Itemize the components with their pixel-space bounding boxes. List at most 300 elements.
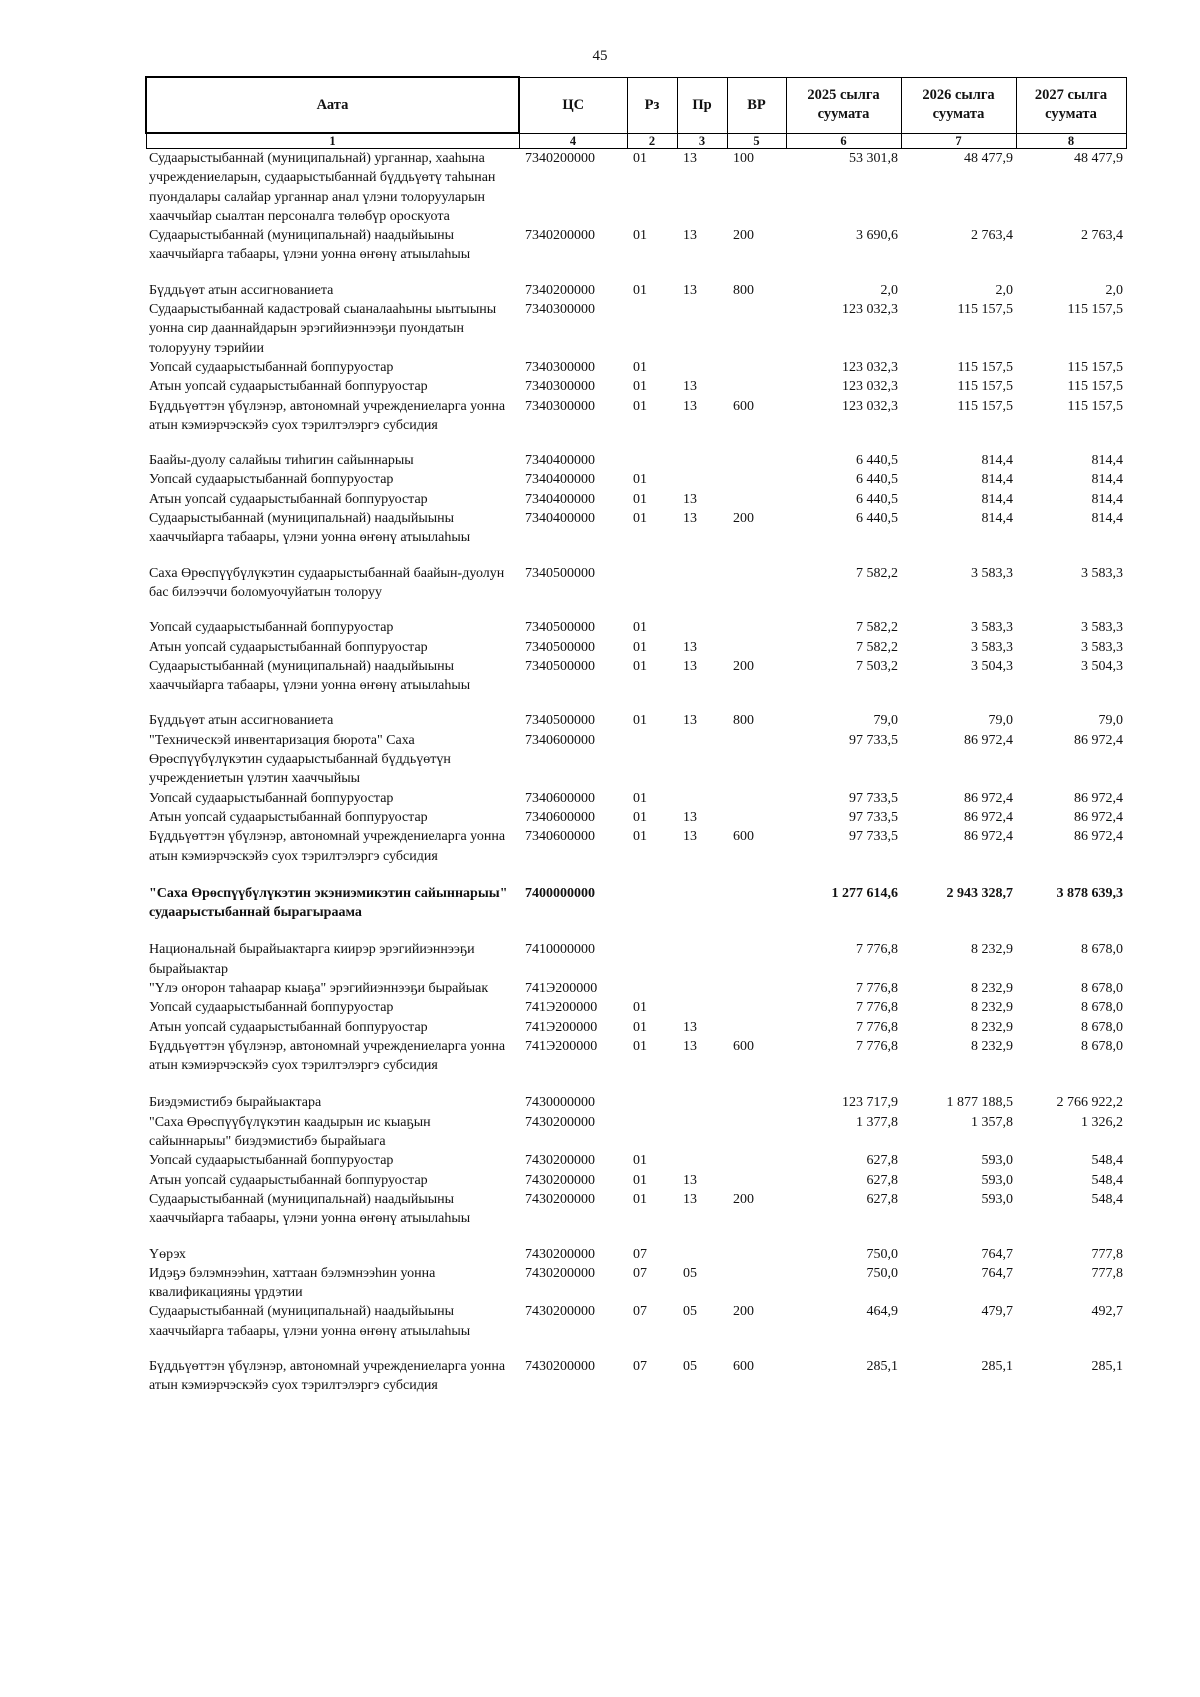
row-amount-2025: 1 277 614,6 — [831, 885, 898, 901]
row-name: Уопсай судаарыстыбаннай боппуруостар — [149, 790, 394, 806]
row-vr: 200 — [733, 1304, 754, 1320]
row-amount-2026: 285,1 — [981, 1359, 1013, 1375]
row-amount-2026: 3 583,3 — [971, 639, 1013, 655]
row-vr — [727, 1151, 786, 1170]
row-amount-2026: 3 504,3 — [971, 658, 1013, 674]
row-vr — [727, 1245, 786, 1264]
row-amount-2027: 777,8 — [1091, 1265, 1123, 1281]
row-code: 7340600000 — [525, 829, 595, 845]
row-vr: 200 — [733, 511, 754, 527]
row-amount-2027: 115 157,5 — [1067, 379, 1123, 395]
row-amount-2026: 2 763,4 — [971, 228, 1013, 244]
row-amount-2026: 86 972,4 — [964, 790, 1013, 806]
row-pr: 13 — [683, 151, 697, 166]
row-amount-2026: 79,0 — [988, 713, 1013, 729]
page-number: 45 — [592, 48, 608, 64]
row-rz: 01 — [633, 620, 647, 636]
row-amount-2027: 2,0 — [1105, 282, 1123, 298]
row-pr: 13 — [683, 379, 697, 395]
row-amount-2027: 2 766 922,2 — [1056, 1095, 1123, 1111]
row-rz: 01 — [633, 472, 647, 488]
column-number-row — [146, 133, 1126, 149]
row-code: 7340600000 — [525, 809, 595, 825]
row-rz — [627, 884, 677, 941]
row-name: Бүддьүөттэн үбүлэнэр, автономнай учреждениеларга уонна атын кэмиэрчэскэйэ суох тэрилтэлэргэ субсидия — [149, 1038, 506, 1074]
row-name: "Саха Өрөспүүбүлүкэтин каадырын ис кыаҕын сайыннарыы" биэдэмистибэ бырайыага — [149, 1114, 431, 1150]
row-code: 7340300000 — [525, 359, 595, 375]
table-row — [146, 470, 1126, 489]
row-pr: 05 — [683, 1359, 697, 1375]
row-code: 7430200000 — [525, 1153, 595, 1169]
row-code: 741Э200000 — [525, 1000, 598, 1016]
row-amount-2025: 7 503,2 — [856, 658, 898, 674]
row-name: Идэҕэ бэлэмнээһин, хаттаан бэлэмнээһин уонна квалификацияны үрдэтии — [149, 1265, 436, 1301]
row-code: 7400000000 — [525, 885, 595, 901]
table-row — [146, 1151, 1126, 1170]
row-amount-2026: 3 583,3 — [971, 620, 1013, 636]
row-amount-2026: 479,7 — [981, 1304, 1013, 1320]
table-row — [146, 711, 1126, 730]
row-pr: 13 — [683, 639, 697, 655]
header-pr: Пр — [677, 77, 727, 133]
row-name: Биэдэмистибэ бырайыактара — [149, 1095, 322, 1111]
row-code: 7340500000 — [525, 639, 595, 655]
table-row — [146, 1357, 1126, 1396]
row-code: 7340300000 — [525, 302, 595, 318]
row-name: Уопсай судаарыстыбаннай боппуруостар — [149, 1153, 394, 1169]
row-amount-2026: 1 357,8 — [971, 1114, 1013, 1130]
table-row — [146, 377, 1126, 396]
row-pr — [677, 1093, 727, 1112]
row-code: 7410000000 — [525, 942, 595, 958]
row-pr: 13 — [683, 228, 697, 244]
row-amount-2026: 2,0 — [995, 282, 1013, 298]
row-vr: 600 — [733, 1359, 754, 1375]
row-pr — [677, 1151, 727, 1170]
row-amount-2027: 86 972,4 — [1074, 790, 1123, 806]
table-row — [146, 884, 1126, 941]
table-row — [146, 940, 1126, 979]
row-name: Бүддьүөт атын ассигнованиета — [149, 713, 334, 729]
table-row — [146, 731, 1126, 789]
row-amount-2026: 115 157,5 — [957, 398, 1013, 414]
row-rz: 01 — [633, 228, 647, 244]
row-vr — [727, 1113, 786, 1152]
row-rz: 01 — [633, 790, 647, 806]
table-body — [146, 149, 1126, 1396]
row-code: 7340200000 — [525, 228, 595, 244]
row-pr — [677, 1245, 727, 1264]
row-amount-2025: 7 776,8 — [856, 980, 898, 996]
row-pr: 05 — [683, 1304, 697, 1320]
row-amount-2025: 123 032,3 — [842, 398, 898, 414]
row-code: 7430200000 — [525, 1191, 595, 1207]
row-amount-2025: 7 776,8 — [856, 1000, 898, 1016]
table-row — [146, 1245, 1126, 1264]
row-vr — [727, 789, 786, 808]
row-name: Саха Өрөспүүбүлүкэтин судаарыстыбаннай баайын-дуолун бас билээччи боломуочуйатын толоруу — [149, 565, 505, 600]
table-row — [146, 451, 1126, 470]
row-rz — [627, 564, 677, 619]
row-name: Судаарыстыбаннай (муниципальнай) наадыйыыны хааччыйарга табаары, үлэни уонна өҥөнү атыылаһыы — [149, 228, 471, 263]
row-vr — [727, 638, 786, 657]
row-code: 7340200000 — [525, 282, 595, 298]
row-amount-2026: 764,7 — [981, 1246, 1013, 1262]
row-vr — [727, 1171, 786, 1190]
row-pr — [677, 564, 727, 619]
row-pr: 13 — [683, 658, 697, 674]
table-row — [146, 638, 1126, 657]
row-rz — [627, 731, 677, 789]
row-code: 7340400000 — [525, 491, 595, 507]
row-code: 741Э200000 — [525, 1038, 598, 1054]
row-amount-2027: 3 583,3 — [1081, 565, 1123, 581]
row-amount-2027: 285,1 — [1091, 1359, 1123, 1375]
row-pr: 13 — [683, 1172, 697, 1188]
row-amount-2025: 6 440,5 — [856, 453, 898, 469]
row-amount-2027: 48 477,9 — [1074, 151, 1123, 166]
row-vr — [727, 979, 786, 998]
row-rz: 07 — [633, 1246, 647, 1262]
row-amount-2025: 123 032,3 — [842, 302, 898, 318]
row-amount-2026: 814,4 — [981, 491, 1013, 507]
row-amount-2027: 86 972,4 — [1074, 809, 1123, 825]
column-number: 1 — [146, 133, 519, 149]
row-rz: 01 — [633, 359, 647, 375]
row-code: 7430200000 — [525, 1359, 595, 1375]
table-header-row — [146, 77, 1126, 133]
row-rz: 01 — [633, 1191, 647, 1207]
row-amount-2027: 777,8 — [1091, 1246, 1123, 1262]
row-rz — [627, 1113, 677, 1152]
row-rz: 01 — [633, 1000, 647, 1016]
row-amount-2027: 86 972,4 — [1074, 829, 1123, 845]
row-amount-2026: 8 232,9 — [971, 1000, 1013, 1016]
table-row — [146, 149, 1126, 227]
row-amount-2025: 750,0 — [866, 1265, 898, 1281]
row-pr — [677, 358, 727, 377]
row-vr — [727, 358, 786, 377]
row-code: 7340500000 — [525, 565, 595, 581]
column-number: 3 — [677, 133, 727, 149]
row-name: Судаарыстыбаннай кадастровай сыаналааһыны ыытыыны уонна сир дааннайдарын эрэгийиэннээҕи пуондатын толорууну тэрийии — [149, 302, 497, 356]
row-amount-2025: 627,8 — [866, 1153, 898, 1169]
row-name: Атын уопсай судаарыстыбаннай боппуруостар — [149, 1019, 428, 1035]
row-amount-2027: 8 678,0 — [1081, 1000, 1123, 1016]
table-row — [146, 358, 1126, 377]
row-rz: 01 — [633, 282, 647, 298]
row-name: "Техническэй инвентаризация бюрота" Саха Өрөспүүбүлүкэтин судаарыстыбаннай бүддьүөтүн учреждениетын үлэтин хааччыйыы — [149, 732, 451, 787]
row-rz: 01 — [633, 1172, 647, 1188]
row-amount-2026: 593,0 — [981, 1172, 1013, 1188]
row-rz: 01 — [633, 511, 647, 527]
row-name: Бүддьүөттэн үбүлэнэр, автономнай учреждениеларга уонна атын кэмиэрчэскэйэ суох тэрилтэлэргэ субсидия — [149, 829, 506, 864]
row-code: 7340400000 — [525, 453, 595, 469]
row-code: 741Э200000 — [525, 1019, 598, 1035]
row-amount-2025: 464,9 — [866, 1304, 898, 1320]
table-row — [146, 979, 1126, 998]
row-rz: 07 — [633, 1359, 647, 1375]
row-amount-2025: 123 032,3 — [842, 379, 898, 395]
row-pr: 13 — [683, 491, 697, 507]
table-row — [146, 657, 1126, 712]
row-rz: 01 — [633, 658, 647, 674]
budget-table — [145, 76, 1127, 1396]
row-code: 7340500000 — [525, 713, 595, 729]
row-code: 7430200000 — [525, 1246, 595, 1262]
row-amount-2025: 123 717,9 — [842, 1095, 898, 1111]
row-amount-2025: 123 032,3 — [842, 359, 898, 375]
table-row — [146, 1037, 1126, 1094]
table-row — [146, 1264, 1126, 1303]
row-pr: 13 — [683, 511, 697, 527]
row-name: Бүддьүөттэн үбүлэнэр, автономнай учреждениеларга уонна атын кэмиэрчэскэйэ суох тэрилтэлэргэ субсидия — [149, 398, 506, 433]
row-code: 7430000000 — [525, 1095, 595, 1111]
table-row — [146, 789, 1126, 808]
row-name: Судаарыстыбаннай (муниципальнай) наадыйыыны хааччыйарга табаары, үлэни уонна өҥөнү атыылаһыы — [149, 1191, 471, 1227]
row-vr — [727, 808, 786, 827]
row-pr — [677, 789, 727, 808]
row-name: Уопсай судаарыстыбаннай боппуруостар — [149, 472, 394, 488]
row-name: Уопсай судаарыстыбаннай боппуруостар — [149, 620, 394, 636]
row-amount-2027: 548,4 — [1091, 1172, 1123, 1188]
row-amount-2027: 814,4 — [1091, 491, 1123, 507]
row-code: 741Э200000 — [525, 980, 598, 996]
row-amount-2025: 97 733,5 — [849, 829, 898, 845]
row-amount-2026: 764,7 — [981, 1265, 1013, 1281]
row-pr — [677, 940, 727, 979]
row-code: 7340400000 — [525, 511, 595, 527]
table-row — [146, 1171, 1126, 1190]
header-2026: 2026 сылга суумата — [901, 77, 1016, 133]
row-name: Судаарыстыбаннай (муниципальнай) урганнар, хааһына учреждениеларын, судаарыстыбаннай бүддьүөтү таһынан пуондалары салайар урганнар анал үлэни толорууларын хааччыйар сыалтан персоналга төлөбүр ороскуота — [149, 151, 496, 224]
row-vr — [727, 1093, 786, 1112]
row-amount-2025: 79,0 — [873, 713, 898, 729]
row-rz: 01 — [633, 829, 647, 845]
row-amount-2026: 48 477,9 — [964, 151, 1013, 166]
row-code: 7430200000 — [525, 1114, 595, 1130]
table-row — [146, 1018, 1126, 1037]
row-pr — [677, 979, 727, 998]
row-rz — [627, 940, 677, 979]
row-name: Судаарыстыбаннай (муниципальнай) наадыйыыны хааччыйарга табаары, үлэни уонна өҥөнү атыылаһыы — [149, 658, 471, 694]
table-row — [146, 1302, 1126, 1357]
row-pr — [677, 884, 727, 941]
table-row — [146, 564, 1126, 619]
row-vr — [727, 490, 786, 509]
row-pr: 13 — [683, 282, 697, 298]
row-name: Атын уопсай судаарыстыбаннай боппуруостар — [149, 379, 428, 395]
row-amount-2027: 3 583,3 — [1081, 639, 1123, 655]
table-row — [146, 618, 1126, 637]
row-rz: 07 — [633, 1265, 647, 1281]
row-pr — [677, 731, 727, 789]
column-number: 8 — [1016, 133, 1126, 149]
row-pr: 13 — [683, 829, 697, 845]
header-vr: ВР — [727, 77, 786, 133]
row-pr: 13 — [683, 398, 697, 414]
row-name: "Үлэ оҥорон таһаарар кыаҕа" эрэгийиэннээҕи бырайыак — [149, 980, 489, 996]
row-amount-2025: 3 690,6 — [856, 228, 898, 244]
row-pr — [677, 618, 727, 637]
row-rz — [627, 1093, 677, 1112]
row-vr: 600 — [733, 398, 754, 414]
row-rz: 01 — [633, 809, 647, 825]
column-number: 7 — [901, 133, 1016, 149]
row-amount-2026: 593,0 — [981, 1191, 1013, 1207]
row-rz: 01 — [633, 1019, 647, 1035]
row-pr: 13 — [683, 1038, 697, 1054]
column-number: 5 — [727, 133, 786, 149]
table-row — [146, 1093, 1126, 1112]
header-name: Аата — [146, 77, 519, 133]
row-amount-2026: 2 943 328,7 — [946, 885, 1013, 901]
row-amount-2027: 79,0 — [1098, 713, 1123, 729]
row-amount-2025: 7 776,8 — [856, 942, 898, 958]
row-amount-2025: 7 582,2 — [856, 620, 898, 636]
row-amount-2025: 285,1 — [866, 1359, 898, 1375]
row-name: Баайы-дуолу салайыы тиһигин сайыннарыы — [149, 453, 414, 469]
table-row — [146, 1113, 1126, 1152]
row-vr: 100 — [733, 151, 754, 166]
table-row — [146, 300, 1126, 358]
row-amount-2026: 86 972,4 — [964, 809, 1013, 825]
row-amount-2026: 8 232,9 — [971, 980, 1013, 996]
row-amount-2025: 2,0 — [880, 282, 898, 298]
row-vr: 200 — [733, 228, 754, 244]
row-vr: 800 — [733, 713, 754, 729]
row-amount-2026: 814,4 — [981, 453, 1013, 469]
row-amount-2026: 3 583,3 — [971, 565, 1013, 581]
row-amount-2027: 492,7 — [1091, 1304, 1123, 1320]
row-vr — [727, 998, 786, 1017]
row-amount-2027: 8 678,0 — [1081, 942, 1123, 958]
row-name: Атын уопсай судаарыстыбаннай боппуруостар — [149, 491, 428, 507]
row-amount-2027: 86 972,4 — [1074, 732, 1123, 748]
row-code: 7430200000 — [525, 1265, 595, 1281]
row-vr — [727, 1264, 786, 1303]
row-amount-2026: 814,4 — [981, 511, 1013, 527]
row-pr: 13 — [683, 809, 697, 825]
row-name: Үөрэх — [149, 1246, 186, 1262]
row-amount-2025: 750,0 — [866, 1246, 898, 1262]
row-vr — [727, 377, 786, 396]
row-amount-2027: 814,4 — [1091, 472, 1123, 488]
row-amount-2025: 97 733,5 — [849, 790, 898, 806]
row-code: 7340400000 — [525, 472, 595, 488]
row-code: 7340600000 — [525, 790, 595, 806]
row-code: 7340300000 — [525, 379, 595, 395]
row-amount-2025: 627,8 — [866, 1191, 898, 1207]
row-amount-2027: 3 878 639,3 — [1056, 885, 1123, 901]
row-code: 7340200000 — [525, 151, 595, 166]
row-amount-2026: 593,0 — [981, 1153, 1013, 1169]
row-rz — [627, 451, 677, 470]
row-name: Атын уопсай судаарыстыбаннай боппуруостар — [149, 809, 428, 825]
row-vr: 800 — [733, 282, 754, 298]
column-number: 2 — [627, 133, 677, 149]
row-vr: 600 — [733, 829, 754, 845]
row-name: "Саха Өрөспүүбүлүкэтин экэниэмикэтин сайыннарыы" судаарыстыбаннай бырагыраама — [149, 885, 508, 921]
row-pr: 13 — [683, 1191, 697, 1207]
row-rz: 01 — [633, 491, 647, 507]
row-vr — [727, 731, 786, 789]
row-amount-2027: 115 157,5 — [1067, 302, 1123, 318]
row-vr — [727, 618, 786, 637]
row-amount-2025: 7 582,2 — [856, 565, 898, 581]
header-cs: ЦС — [519, 77, 627, 133]
row-vr — [727, 1018, 786, 1037]
row-code: 7340500000 — [525, 658, 595, 674]
row-vr — [727, 451, 786, 470]
row-pr — [677, 300, 727, 358]
row-amount-2026: 8 232,9 — [971, 1019, 1013, 1035]
table-row — [146, 827, 1126, 884]
row-rz: 01 — [633, 151, 647, 166]
row-amount-2027: 115 157,5 — [1067, 398, 1123, 414]
row-amount-2027: 8 678,0 — [1081, 1038, 1123, 1054]
row-amount-2025: 97 733,5 — [849, 732, 898, 748]
row-amount-2025: 6 440,5 — [856, 511, 898, 527]
row-name: Национальнай бырайыактарга киирэр эрэгийиэннээҕи бырайыактар — [149, 942, 475, 977]
row-amount-2025: 53 301,8 — [849, 151, 898, 166]
table-row — [146, 490, 1126, 509]
table-row — [146, 1190, 1126, 1245]
row-amount-2027: 548,4 — [1091, 1153, 1123, 1169]
row-rz: 01 — [633, 713, 647, 729]
row-name: Судаарыстыбаннай (муниципальнай) наадыйыыны хааччыйарга табаары, үлэни уонна өҥөнү атыылаһыы — [149, 511, 471, 546]
column-number: 4 — [519, 133, 627, 149]
row-name: Судаарыстыбаннай (муниципальнай) наадыйыыны хааччыйарга табаары, үлэни уонна өҥөнү атыылаһыы — [149, 1304, 471, 1339]
row-amount-2025: 7 776,8 — [856, 1019, 898, 1035]
row-amount-2026: 814,4 — [981, 472, 1013, 488]
header-2025: 2025 сылга суумата — [786, 77, 901, 133]
row-amount-2027: 3 504,3 — [1081, 658, 1123, 674]
row-amount-2025: 6 440,5 — [856, 491, 898, 507]
row-pr — [677, 998, 727, 1017]
table-row — [146, 808, 1126, 827]
row-pr — [677, 451, 727, 470]
row-amount-2026: 115 157,5 — [957, 379, 1013, 395]
table-row — [146, 509, 1126, 564]
row-pr: 13 — [683, 713, 697, 729]
row-name: Бүддьүөттэн үбүлэнэр, автономнай учреждениеларга уонна атын кэмиэрчэскэйэ суох тэрилтэлэргэ субсидия — [149, 1359, 506, 1394]
row-vr: 200 — [733, 1191, 754, 1207]
row-amount-2027: 3 583,3 — [1081, 620, 1123, 636]
header-2027: 2027 сылга суумата — [1016, 77, 1126, 133]
row-pr: 05 — [683, 1265, 697, 1281]
row-vr — [727, 300, 786, 358]
row-amount-2025: 97 733,5 — [849, 809, 898, 825]
row-rz: 01 — [633, 398, 647, 414]
row-code: 7430200000 — [525, 1304, 595, 1320]
row-amount-2025: 7 582,2 — [856, 639, 898, 655]
table-row — [146, 281, 1126, 300]
row-code: 7340600000 — [525, 732, 595, 748]
row-amount-2027: 814,4 — [1091, 511, 1123, 527]
row-name: Бүддьүөт атын ассигнованиета — [149, 282, 334, 298]
row-vr: 200 — [733, 658, 754, 674]
row-amount-2025: 1 377,8 — [856, 1114, 898, 1130]
row-amount-2027: 115 157,5 — [1067, 359, 1123, 375]
row-amount-2026: 8 232,9 — [971, 942, 1013, 958]
header-rz: Рз — [627, 77, 677, 133]
row-amount-2027: 8 678,0 — [1081, 1019, 1123, 1035]
row-code: 7340500000 — [525, 620, 595, 636]
row-vr: 600 — [733, 1038, 754, 1054]
row-amount-2025: 7 776,8 — [856, 1038, 898, 1054]
row-amount-2026: 115 157,5 — [957, 302, 1013, 318]
